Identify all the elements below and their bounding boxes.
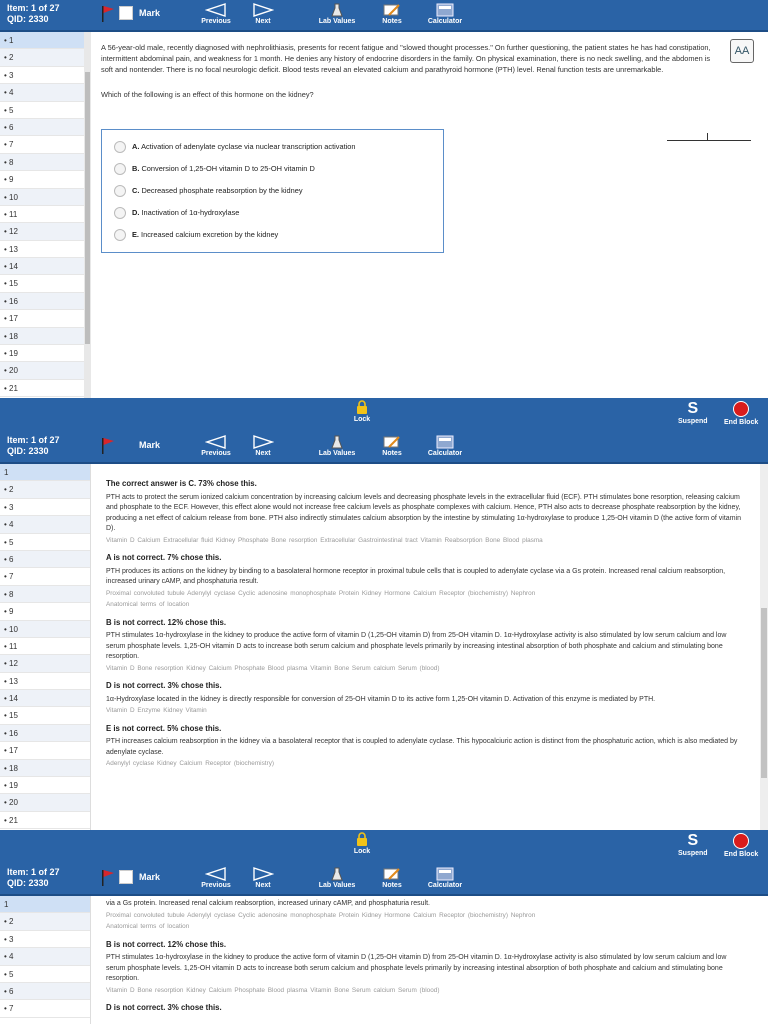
previous-button[interactable]: Previous	[198, 867, 234, 889]
previous-button[interactable]: Previous	[198, 435, 234, 457]
calculator-icon	[436, 3, 454, 17]
lock-button[interactable]: Lock	[352, 400, 372, 423]
arrow-right-icon	[252, 435, 274, 449]
question-nav-item[interactable]: • 9	[0, 171, 90, 188]
choice-text: Increased calcium excretion by the kidney	[141, 230, 279, 239]
arrow-left-icon	[205, 867, 227, 881]
radio-button[interactable]	[114, 185, 126, 197]
question-nav-item[interactable]: • 16	[0, 725, 90, 742]
bottom-toolbar	[0, 830, 768, 864]
question-nav-item[interactable]: • 14	[0, 258, 90, 275]
answer-choice[interactable]	[102, 182, 443, 204]
flask-icon	[330, 3, 344, 17]
choice-d-heading: D is not correct. 3% chose this.	[106, 1003, 222, 1012]
question-nav-item[interactable]: • 19	[0, 777, 90, 794]
question-nav-item[interactable]: • 19	[0, 345, 90, 362]
suspend-icon: S	[687, 832, 699, 849]
choice-b-text: PTH stimulates 1α-hydroxylase in the kidney to produce the active form of vitamin D (1,25-OH vitamin D) from 25-OH vitamin D. 1α-Hydroxylase activity is also stimulated by low serum calcium and low serum phosphate levels. 1,25-OH vitamin D acts to increase both serum calcium and phosphate levels primarily by increasing intestinal absorption of both phosphate and calcium and stimulating bone resorption.	[106, 632, 727, 660]
qid-label: QID: 2330	[7, 878, 49, 888]
next-button[interactable]: Next	[250, 867, 276, 889]
question-nav-item[interactable]: • 1	[0, 32, 90, 49]
question-nav-item[interactable]: • 17	[0, 742, 90, 759]
sidebar-scroll-thumb[interactable]	[85, 72, 90, 344]
question-nav-item[interactable]: • 5	[0, 966, 90, 983]
radio-button[interactable]	[114, 229, 126, 241]
choice-b-heading: B is not correct. 12% chose this.	[106, 617, 227, 627]
choice-text: Inactivation of 1α-hydroxylase	[141, 208, 240, 217]
question-screen	[0, 0, 768, 398]
explanation-panel	[106, 896, 744, 1014]
question-nav-item[interactable]: • 8	[0, 154, 90, 171]
arrow-right-icon	[252, 3, 274, 17]
choice-d-tags[interactable]: Vitamin D Enzyme Kidney Vitamin	[106, 707, 207, 714]
radio-button[interactable]	[114, 141, 126, 153]
item-counter: Item: 1 of 27	[7, 3, 60, 13]
question-nav-item[interactable]: • 4	[0, 516, 90, 533]
answer-choice[interactable]	[102, 138, 443, 160]
notes-button[interactable]: Notes	[378, 867, 406, 889]
choice-letter: A.	[132, 142, 140, 151]
question-nav-item[interactable]: • 11	[0, 638, 90, 655]
question-prompt: Which of the following is an effect of this hormone on the kidney?	[101, 90, 314, 99]
choice-a-text: PTH produces its actions on the kidney by binding to a basolateral hormone receptor in proximal tubule cells that is coupled to adenylate cyclase via a Gs protein. Increased renal calcium reabsorption, increased urinary cAMP, and phosphaturia result.	[106, 567, 726, 585]
question-nav-item[interactable]: • 6	[0, 983, 90, 1000]
content-scroll-thumb[interactable]	[761, 608, 767, 778]
question-nav-item[interactable]: • 18	[0, 328, 90, 345]
question-nav-item[interactable]: • 4	[0, 84, 90, 101]
choice-e-text: PTH increases calcium reabsorption in the kidney via a basolateral receptor that is coupled to adenylate cyclase. This hypocalciuric action is distinct from the phosphaturic action, which is also mediated by adenylate cyclase.	[106, 738, 738, 756]
next-button[interactable]: Next	[250, 435, 276, 457]
highlight-ruler	[667, 131, 751, 141]
calculator-button[interactable]: Calculator	[424, 3, 466, 25]
choice-d-heading: D is not correct. 3% chose this.	[106, 681, 222, 690]
question-nav-item[interactable]: • 8	[0, 586, 90, 603]
notes-icon	[383, 435, 401, 449]
question-nav-item[interactable]: 1	[0, 896, 90, 913]
choice-letter: B.	[132, 164, 140, 173]
item-info	[7, 435, 60, 457]
question-nav-item[interactable]: • 11	[0, 206, 90, 223]
explanation-panel	[106, 472, 744, 770]
question-nav-item[interactable]: • 10	[0, 621, 90, 638]
question-nav-item[interactable]: • 15	[0, 707, 90, 724]
lock-icon	[356, 400, 368, 414]
correct-answer-text: PTH acts to protect the serum ionized calcium concentration by increasing calcium levels and decreasing phosphate levels in the extracellular fluid (ECF). PTH stimulates bone resorption, releasing calcium and phosphate to the ECF. However, this effect alone would not increase free calcium levels as phosphate complexes with calcium. Hence, PTH also acts to decrease phosphate reabsorption by the kidney, producing a net effect of calcium release from bone. PTH also indirectly stimulates calcium absorption by the intestine by stimulating 1α-hydroxylase to produce 1,25-OH vitamin D (the active form of vitamin D).	[106, 493, 741, 532]
mark-label: Mark	[139, 872, 161, 882]
choice-letter: C.	[132, 186, 140, 195]
question-nav-item[interactable]: 1	[0, 464, 90, 481]
question-nav-item[interactable]: • 5	[0, 534, 90, 551]
calculator-button[interactable]: Calculator	[424, 867, 466, 889]
calculator-icon	[436, 435, 454, 449]
flag-icon[interactable]	[101, 437, 115, 455]
question-navigator	[0, 464, 91, 830]
question-nav-item[interactable]: • 12	[0, 223, 90, 240]
question-nav-item[interactable]: • 13	[0, 241, 90, 258]
question-nav-item[interactable]: • 21	[0, 812, 90, 829]
question-nav-item[interactable]: • 2	[0, 481, 90, 498]
question-nav-item[interactable]: • 7	[0, 136, 90, 153]
lab-values-button[interactable]: Lab Values	[314, 867, 360, 889]
suspend-button[interactable]: S Suspend	[678, 400, 708, 425]
question-nav-item[interactable]: • 3	[0, 499, 90, 516]
question-nav-item[interactable]: • 7	[0, 1000, 90, 1017]
question-nav-item[interactable]: • 3	[0, 67, 90, 84]
mark-checkbox[interactable]	[119, 6, 133, 20]
question-nav-item[interactable]: • 6	[0, 119, 90, 136]
explanation-screen-scrolled	[0, 864, 768, 1024]
correct-answer-heading: The correct answer is C. 73% chose this.	[106, 479, 257, 488]
font-size-button[interactable]: AA	[730, 39, 754, 63]
choice-b-tags[interactable]: Vitamin D Bone resorption Kidney Calcium Phosphate Blood plasma Vitamin Bone Serum calcium Serum (blood)	[106, 986, 440, 994]
choice-a-heading: A is not correct. 7% chose this.	[106, 553, 222, 562]
top-toolbar	[0, 0, 768, 32]
question-navigator	[0, 896, 91, 1024]
answer-choices	[101, 129, 444, 253]
question-nav-item[interactable]: • 2	[0, 49, 90, 66]
lock-button[interactable]: Lock	[352, 832, 372, 855]
question-nav-item[interactable]: • 17	[0, 310, 90, 327]
question-nav-item[interactable]: • 16	[0, 293, 90, 310]
previous-button[interactable]: Previous	[198, 3, 234, 25]
mark-label: Mark	[139, 8, 161, 18]
next-button[interactable]: Next	[250, 3, 276, 25]
flag-icon[interactable]	[101, 5, 115, 23]
flask-icon	[330, 435, 344, 449]
question-nav-item[interactable]: • 20	[0, 362, 90, 379]
question-nav-item[interactable]: • 12	[0, 655, 90, 672]
question-nav-item[interactable]: • 9	[0, 603, 90, 620]
question-stem: A 56-year-old male, recently diagnosed with nephrolithiasis, presents for recent fatigue and "slowed thought processes." On further questioning, the patient states he has had constipation, intermittent abdominal pain, and weakness for 1 month. He denies any history of endocrine disorders in the family. On physical examination, there is no neck swelling, and the abdomen is soft and nontender. There is no focal neurologic deficit. Blood tests reveal an elevated calcium and parathyroid hormone (PTH) level. Renal function tests are unremarkable.	[101, 43, 711, 74]
flask-icon	[330, 867, 344, 881]
suspend-button[interactable]: S Suspend	[678, 832, 708, 857]
choice-e-tags[interactable]: Adenylyl cyclase Kidney Calcium Receptor (biochemistry)	[106, 760, 275, 767]
choice-text: Decreased phosphate reabsorption by the kidney	[141, 186, 303, 195]
calculator-icon	[436, 867, 454, 881]
arrow-right-icon	[252, 867, 274, 881]
answer-choice[interactable]	[102, 204, 443, 226]
choice-a-tags-extra[interactable]: Anatomical terms of location	[106, 601, 190, 608]
mark-label[interactable]: Mark	[139, 440, 161, 450]
arrow-left-icon	[205, 435, 227, 449]
answer-choice[interactable]	[102, 160, 443, 182]
question-nav-item[interactable]: • 7	[0, 568, 90, 585]
question-nav-item[interactable]: • 10	[0, 189, 90, 206]
sidebar-scrollbar[interactable]	[84, 32, 91, 398]
choice-d-text: 1α-Hydroxylase located in the kidney is directly responsible for conversion of 25-OH vitamin D to its active form 1,25-OH vitamin D. Activation of this enzyme is mediated by PTH.	[106, 695, 656, 703]
question-nav-item[interactable]: • 21	[0, 380, 90, 397]
question-nav-item[interactable]: • 20	[0, 794, 90, 811]
lock-icon	[356, 832, 368, 846]
content-scrollbar[interactable]	[760, 464, 768, 830]
lab-values-button[interactable]: Lab Values	[314, 3, 360, 25]
question-nav-item[interactable]: • 6	[0, 551, 90, 568]
choice-b-tags[interactable]: Vitamin D Bone resorption Kidney Calcium Phosphate Blood plasma Vitamin Bone Serum calcium Serum (blood)	[106, 664, 440, 672]
item-counter: Item: 1 of 27	[7, 435, 60, 445]
qid-label: QID: 2330	[7, 14, 49, 24]
choice-a-tags[interactable]: Proximal convoluted tubule Adenylyl cyclase Cyclic adenosine monophosphate Protein Kidney Hormone Calcium Receptor (biochemistry) Nephron	[106, 589, 536, 597]
choice-letter: E.	[132, 230, 139, 239]
question-nav-item[interactable]: • 18	[0, 760, 90, 777]
answer-choice[interactable]	[102, 226, 443, 248]
choice-text: Conversion of 1,25-OH vitamin D to 25-OH vitamin D	[141, 164, 315, 173]
end-block-button[interactable]: End Block	[724, 400, 758, 426]
calculator-button[interactable]: Calculator	[424, 435, 466, 457]
end-block-button[interactable]: End Block	[724, 832, 758, 858]
question-nav-item[interactable]: • 15	[0, 275, 90, 292]
notes-button[interactable]: Notes	[378, 435, 406, 457]
notes-button[interactable]: Notes	[378, 3, 406, 25]
item-info	[7, 867, 60, 889]
stop-icon	[733, 401, 749, 417]
lab-values-button[interactable]: Lab Values	[314, 435, 360, 457]
bottom-toolbar	[0, 398, 768, 432]
question-nav-item[interactable]: • 13	[0, 673, 90, 690]
choice-text: Activation of adenylate cyclase via nuclear transcription activation	[141, 142, 356, 151]
question-nav-item[interactable]: • 14	[0, 690, 90, 707]
notes-icon	[383, 3, 401, 17]
correct-answer-tags[interactable]: Vitamin D Calcium Extracellular fluid Kidney Phosphate Bone resorption Extracellular Gastrointestinal tract Vitamin Reabsorption Bone Blood plasma	[106, 536, 543, 544]
choice-a-tags-extra[interactable]: Anatomical terms of location	[106, 923, 190, 930]
choice-a-tags[interactable]: Proximal convoluted tubule Adenylyl cyclase Cyclic adenosine monophosphate Protein Kidney Hormone Calcium Receptor (biochemistry) Nephron	[106, 911, 536, 919]
choice-e-heading: E is not correct. 5% chose this.	[106, 723, 222, 733]
choice-a-text-tail: via a Gs protein. Increased renal calcium reabsorption, increased urinary cAMP, and phosphaturia result.	[106, 900, 430, 907]
flag-icon[interactable]	[101, 869, 115, 887]
question-nav-item[interactable]: • 5	[0, 102, 90, 119]
top-toolbar	[0, 864, 768, 896]
explanation-screen	[0, 432, 768, 830]
qid-label: QID: 2330	[7, 446, 49, 456]
stop-icon	[733, 833, 749, 849]
item-info	[7, 3, 60, 25]
choice-letter: D.	[132, 208, 140, 217]
question-navigator	[0, 32, 91, 398]
arrow-left-icon	[205, 3, 227, 17]
radio-button[interactable]	[114, 207, 126, 219]
question-nav-item[interactable]: • 3	[0, 931, 90, 948]
question-nav-item[interactable]: • 2	[0, 913, 90, 930]
radio-button[interactable]	[114, 163, 126, 175]
mark-checkbox[interactable]	[119, 870, 133, 884]
notes-icon	[383, 867, 401, 881]
choice-b-heading: B is not correct. 12% chose this.	[106, 939, 227, 949]
question-nav-item[interactable]: • 4	[0, 948, 90, 965]
choice-b-text: PTH stimulates 1α-hydroxylase in the kidney to produce the active form of vitamin D (1,25-OH vitamin D) from 25-OH vitamin D. 1α-Hydroxylase activity is also stimulated by low serum calcium and low serum phosphate levels. 1,25-OH vitamin D acts to increase both serum calcium and phosphate levels primarily by increasing intestinal absorption of both phosphate and calcium and stimulating bone resorption.	[106, 954, 727, 982]
item-counter: Item: 1 of 27	[7, 867, 60, 877]
top-toolbar	[0, 432, 768, 464]
suspend-icon: S	[687, 400, 699, 417]
